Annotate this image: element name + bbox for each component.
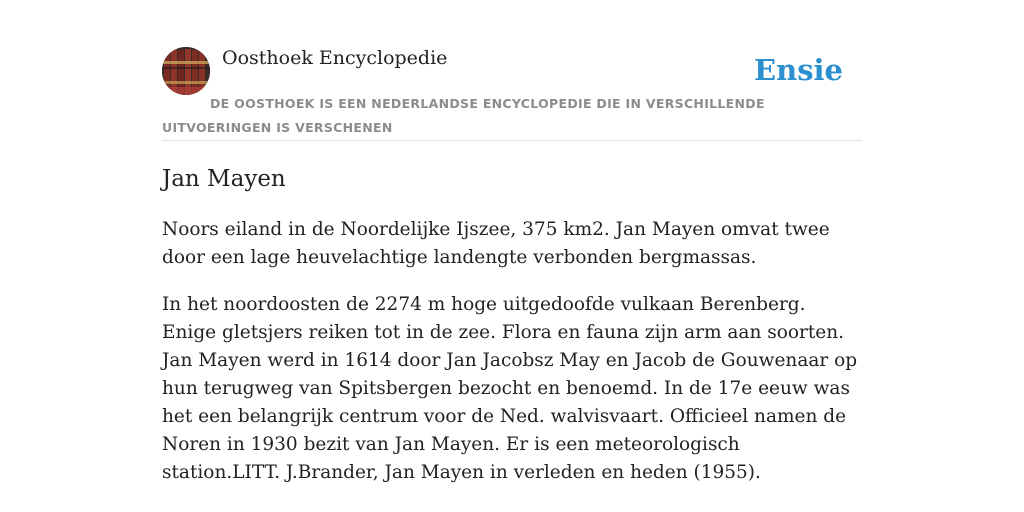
encyclopedia-books-icon	[162, 47, 210, 95]
source-description: DE OOSTHOEK IS EEN NEDERLANDSE ENCYCLOPEDIE DIE IN VERSCHILLENDE UITVOERINGEN IS VERSCHENEN	[162, 96, 765, 135]
article-title: Jan Mayen	[162, 166, 286, 192]
article-paragraph: In het noordoosten de 2274 m hoge uitgedoofde vulkaan Berenberg. Enige gletsjers reiken tot in de zee. Flora en fauna zijn arm aan soorten. Jan Mayen werd in 1614 door Jan Jacobsz May en Jacob de Gouwenaar op hun terugweg van Spitsbergen bezocht en benoemd. In de 17e eeuw was het een belangrijk centrum voor de Ned. walvisvaart. Officieel namen de Noren in 1930 bezit van Jan Mayen. Er is een meteorologisch station.LITT. J.Brander, Jan Mayen in verleden en heden (1955).	[162, 294, 858, 483]
article-paragraph: Noors eiland in de Noordelijke Ijszee, 375 km2. Jan Mayen omvat twee door een lage heuvelachtige landengte verbonden bergmassas.	[162, 219, 830, 268]
source-header	[162, 46, 862, 141]
source-avatar[interactable]	[162, 47, 210, 95]
article-body	[162, 216, 862, 506]
source-title[interactable]: Oosthoek Encyclopedie	[222, 47, 448, 69]
brand-logo[interactable]: Ensie	[754, 53, 843, 87]
